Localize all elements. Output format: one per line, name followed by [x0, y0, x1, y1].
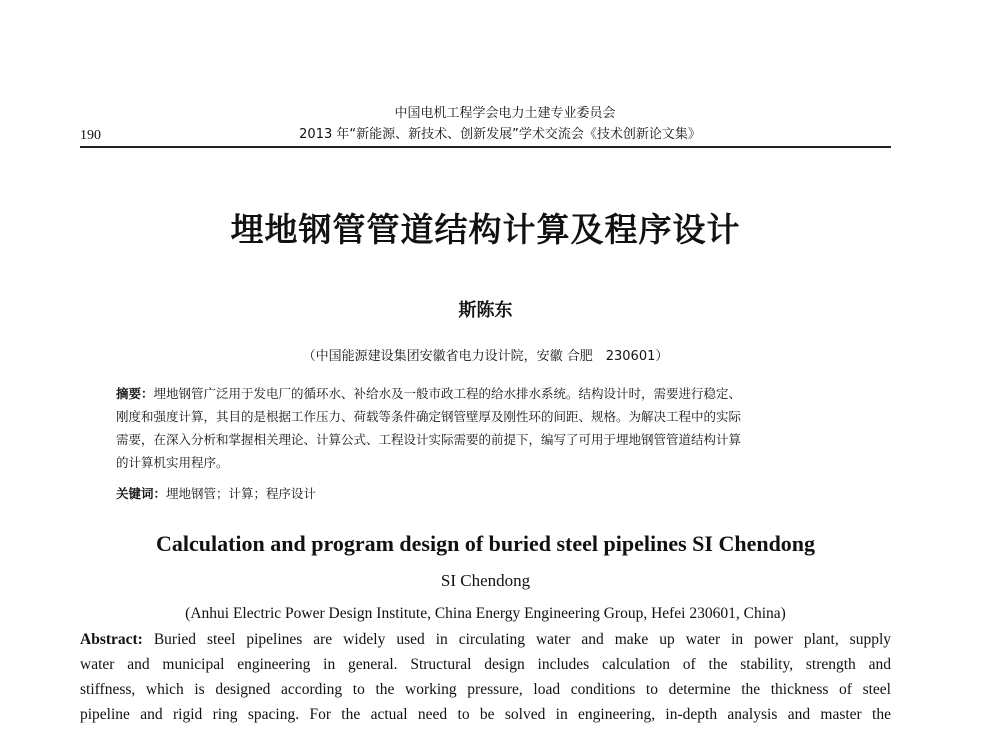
chinese-abstract-label: 摘要：: [116, 386, 154, 401]
page-number: 190: [80, 128, 101, 143]
chinese-author: 斯陈东: [458, 300, 513, 321]
chinese-abstract-line: 刚度和强度计算，其目的是根据工作压力、荷载等条件确定钢管壁厚及刚性环的间距、规格。为解决工程中的实际: [116, 409, 742, 424]
english-abstract: [80, 627, 891, 727]
english-title: Calculation and program design of buried steel pipelines SI Chendong: [155, 531, 816, 556]
chinese-abstract-line: 的计算机实用程序。: [116, 455, 229, 470]
chinese-keywords-label: 关键词：: [116, 486, 167, 501]
chinese-keywords-text: 埋地钢管；计算；程序设计: [166, 486, 317, 501]
chinese-abstract-line: 需要，在深入分析和掌握相关理论、计算公式、工程设计实际需要的前提下，编写了可用于埋地钢管管道结构计算: [116, 432, 742, 447]
header-divider: [80, 146, 891, 148]
english-abstract-label: Abstract:: [80, 631, 143, 648]
chinese-title: 埋地钢管管道结构计算及程序设计: [230, 210, 741, 249]
english-abstract-line: water and municipal engineering in general. Structural design includes calculation of the stability, strength and: [80, 656, 891, 673]
english-author: SI Chendong: [440, 571, 531, 590]
chinese-affiliation: （中国能源建设集团安徽省电力设计院，安徽 合肥 230601）: [302, 349, 669, 364]
english-abstract-line: pipeline and rigid ring spacing. For the actual need to be solved in engineering, in-depth analysis and master the: [80, 706, 891, 723]
chinese-keywords: [116, 485, 864, 503]
chinese-abstract-line: 埋地钢管广泛用于发电厂的循环水、补给水及一般市政工程的给水排水系统。结构设计时，需要进行稳定、: [153, 386, 742, 401]
english-abstract-line: Buried steel pipelines are widely used in circulating water and make up water in power plant, supply: [153, 631, 891, 648]
header-conference: 2013 年“新能源、新技术、创新发展”学术交流会《技术创新论文集》: [299, 127, 701, 142]
chinese-abstract: [116, 382, 864, 474]
header-organization: 中国电机工程学会电力土建专业委员会: [394, 106, 616, 121]
english-affiliation: (Anhui Electric Power Design Institute, China Energy Engineering Group, Hefei 230601, China): [185, 605, 786, 622]
english-abstract-line: stiffness, which is designed according to the working pressure, load conditions to determine the thickness of steel: [80, 681, 891, 698]
